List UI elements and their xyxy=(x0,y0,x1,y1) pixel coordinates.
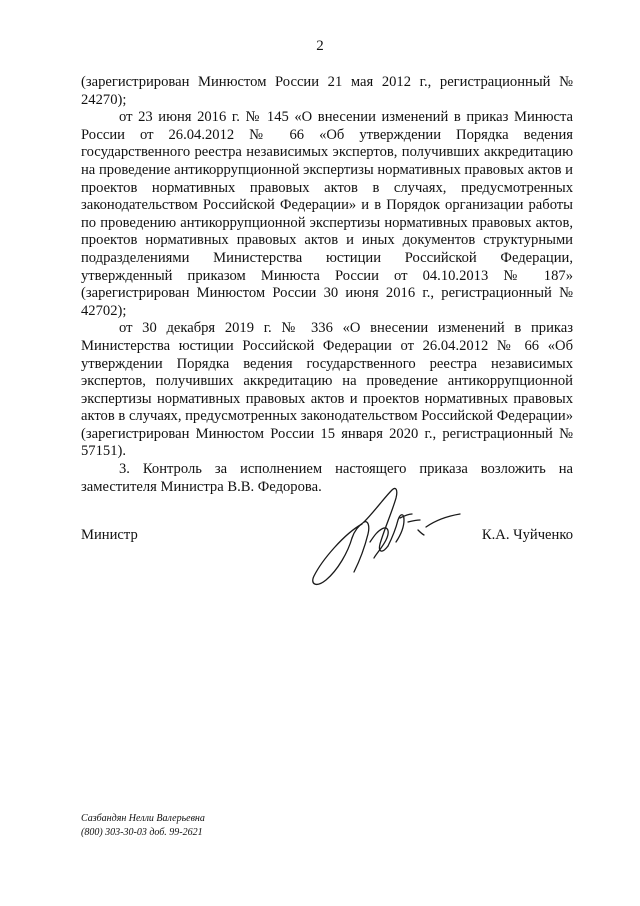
signatory-name: К.А. Чуйченко xyxy=(481,527,573,543)
signatory-title: Министр xyxy=(81,527,138,543)
executor-footer xyxy=(81,812,205,839)
paragraph-order-145: от 23 июня 2016 г. № 145 «О внесении изменений в приказ Минюста России от 26.04.2012 № 66 «Об утверждении Порядка ведения государственного реестра независимых экспертов, получивших аккредитацию на проведение антикоррупционной экспертизы нормативных правовых актов и проектов нормативных правовых актов в случаях, предусмотренных законодательством Российской Федерации» и в Порядок организации работы по проведению антикоррупционной экспертизы нормативных правовых актов, проектов нормативных правовых актов и иных документов структурными подразделениями Министерства юстиции Российской Федерации, утвержденный приказом Минюста России от 04.10.2013 № 187» (зарегистрирован Минюстом России 30 июня 2016 г., регистрационный № 42702); xyxy=(81,109,573,319)
paragraph-registration-continuation: (зарегистрирован Минюстом России 21 мая 2012 г., регистрационный № 24270); xyxy=(81,74,573,108)
handwritten-signature xyxy=(304,472,464,592)
paragraph-order-336: от 30 декабря 2019 г. № 336 «О внесении изменений в приказ Министерства юстиции Российской Федерации от 26.04.2012 № 66 «Об утверждении Порядка ведения государственного реестра независимых экспертов, получивших аккредитацию на проведение антикоррупционной экспертизы нормативных правовых актов и проектов нормативных правовых актов в случаях, предусмотренных законодательством Российской Федерации» (зарегистрирован Минюстом России 15 января 2020 г., регистрационный № 57151). xyxy=(81,320,573,460)
executor-name: Сазбандян Нелли Валерьевна xyxy=(81,813,205,824)
document-body xyxy=(81,74,573,496)
executor-phone: (800) 303-30-03 доб. 99-2621 xyxy=(81,826,203,838)
paragraph-control-clause: 3. Контроль за исполнением настоящего приказа возложить на заместителя Министра В.В. Федорова. xyxy=(81,461,573,495)
page-number: 2 xyxy=(316,38,324,54)
